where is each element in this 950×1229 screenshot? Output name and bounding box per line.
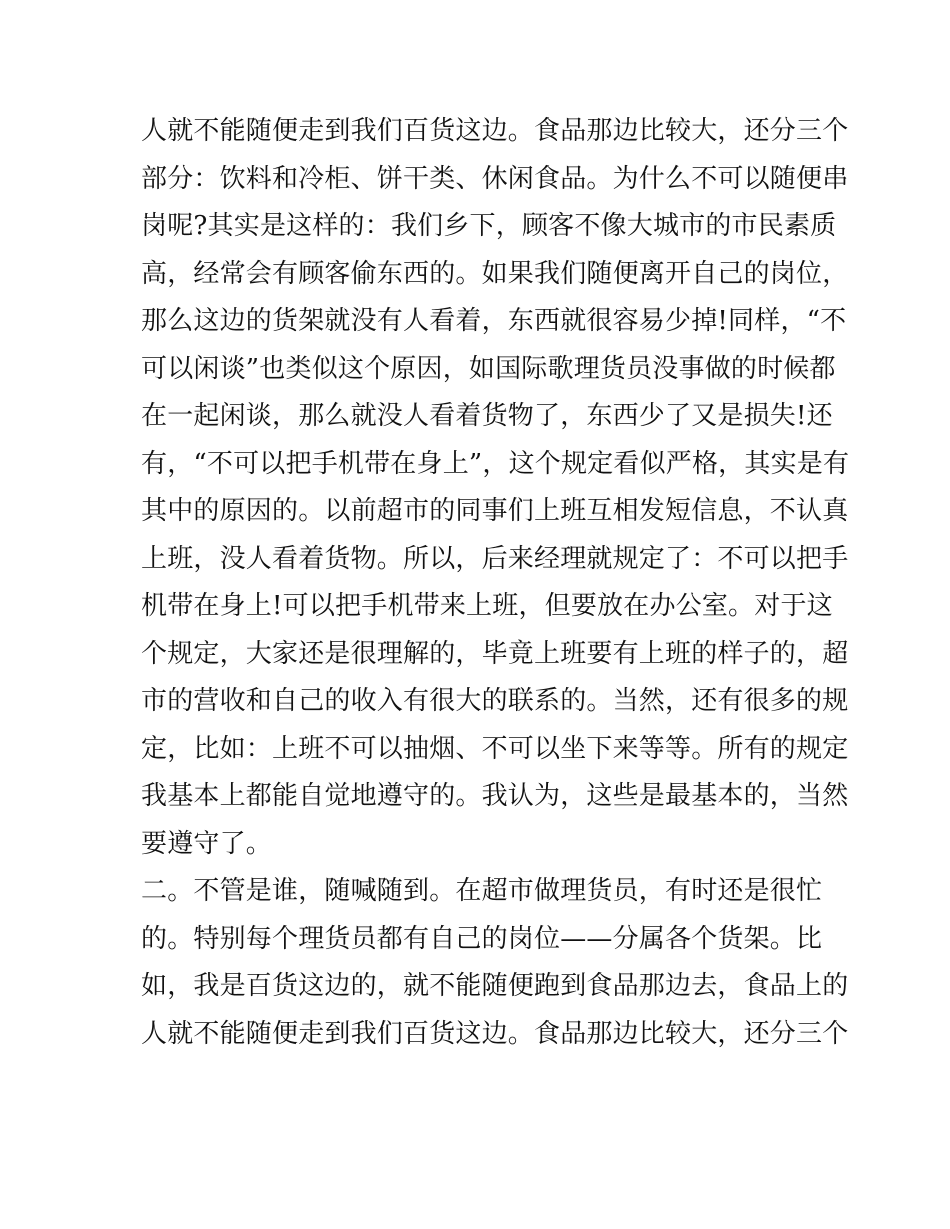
text-line: 二。不管是谁，随喊随到。在超市做理货员，有时还是很忙	[141, 876, 823, 906]
text-line: 岗呢?其实是这样的：我们乡下，顾客不像大城市的市民素质	[141, 211, 837, 241]
text-line: 那么这边的货架就没有人看着，东西就很容易少掉!同样，“不	[141, 306, 847, 336]
text-line: 如，我是百货这边的，就不能随便跑到食品那边去，食品上的	[141, 971, 849, 1001]
text-line: 在一起闲谈，那么就没人看着货物了，东西少了又是损失!还	[141, 401, 833, 431]
text-line: 市的营收和自己的收入有很大的联系的。当然，还有很多的规	[141, 686, 849, 716]
text-line: 要遵守了。	[141, 828, 273, 859]
text-line: 高，经常会有顾客偷东西的。如果我们随便离开自己的岗位，	[141, 258, 849, 289]
text-line: 部分：饮料和冷柜、饼干类、休闲食品。为什么不可以随便串	[141, 163, 849, 194]
text-line: 机带在身上!可以把手机带来上班，但要放在办公室。对于这	[141, 591, 833, 621]
text-line: 上班，没人看着货物。所以，后来经理就规定了：不可以把手	[141, 543, 849, 574]
text-line: 有，“不可以把手机带在身上”，这个规定看似严格，其实是有	[141, 448, 850, 479]
text-line: 人就不能随便走到我们百货这边。食品那边比较大，还分三个	[141, 1018, 849, 1049]
text-line: 个规定，大家还是很理解的，毕竟上班要有上班的样子的，超	[141, 638, 849, 669]
text-line: 定，比如：上班不可以抽烟、不可以坐下来等等。所有的规定	[141, 733, 849, 764]
text-line: 的。特别每个理货员都有自己的岗位——分属各个货架。比	[141, 923, 823, 954]
text-line: 其中的原因的。以前超市的同事们上班互相发短信息，不认真	[141, 496, 849, 526]
body-text	[141, 108, 850, 1058]
text-line: 我基本上都能自觉地遵守的。我认为，这些是最基本的，当然	[141, 781, 849, 811]
text-line: 可以闲谈”也类似这个原因，如国际歌理货员没事做的时候都	[141, 353, 836, 384]
text-line: 人就不能随便走到我们百货这边。食品那边比较大，还分三个	[141, 116, 849, 146]
